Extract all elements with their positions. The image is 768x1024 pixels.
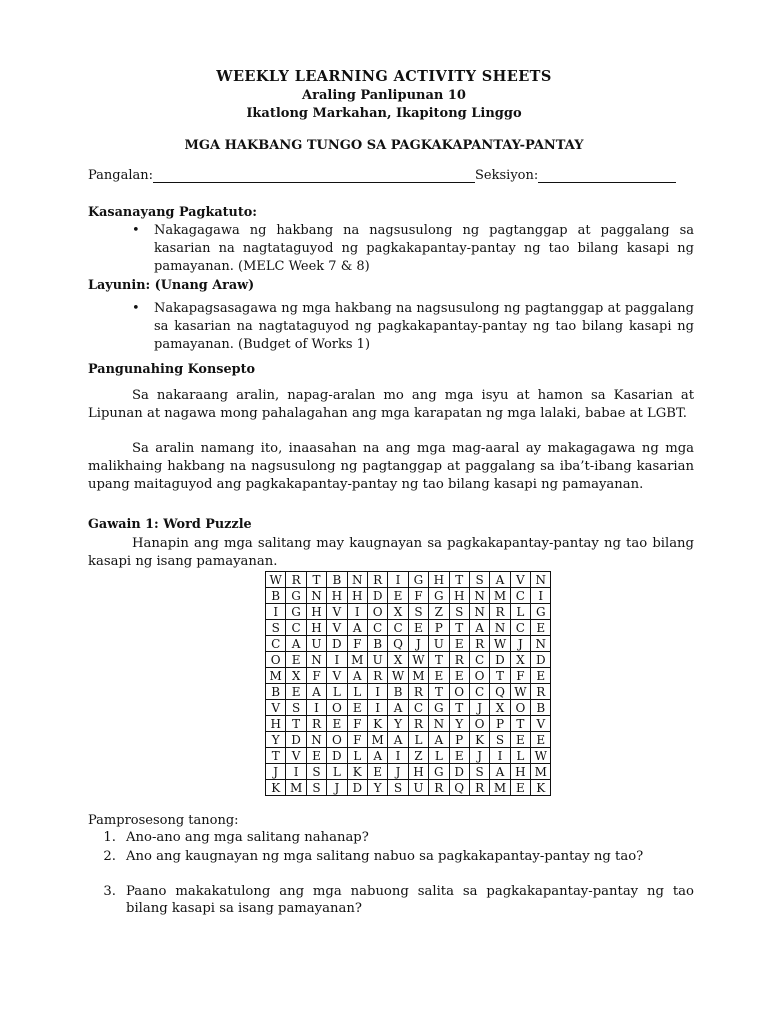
puzzle-cell[interactable]: S xyxy=(469,572,489,588)
puzzle-cell[interactable]: I xyxy=(531,588,551,604)
puzzle-cell[interactable]: E xyxy=(449,668,469,684)
puzzle-cell[interactable]: I xyxy=(347,604,367,620)
puzzle-cell[interactable]: X xyxy=(286,668,306,684)
puzzle-cell[interactable]: C xyxy=(469,652,489,668)
puzzle-cell[interactable]: L xyxy=(408,732,428,748)
puzzle-cell[interactable]: Q xyxy=(490,684,510,700)
puzzle-cell[interactable]: R xyxy=(469,636,489,652)
puzzle-cell[interactable]: J xyxy=(266,764,286,780)
competency-heading: Kasanayang Pagkatuto: xyxy=(88,205,258,220)
puzzle-cell[interactable]: Y xyxy=(388,716,408,732)
puzzle-row xyxy=(266,652,551,668)
puzzle-cell[interactable]: I xyxy=(286,764,306,780)
puzzle-cell[interactable]: X xyxy=(388,652,408,668)
question-number: 2. xyxy=(103,849,116,864)
puzzle-cell[interactable]: R xyxy=(408,684,428,700)
puzzle-cell[interactable]: H xyxy=(429,572,449,588)
puzzle-cell[interactable]: D xyxy=(449,764,469,780)
puzzle-row xyxy=(266,572,551,588)
puzzle-cell[interactable]: N xyxy=(531,636,551,652)
puzzle-cell[interactable]: I xyxy=(388,572,408,588)
puzzle-cell[interactable]: D xyxy=(286,732,306,748)
puzzle-cell[interactable]: F xyxy=(510,668,530,684)
puzzle-cell[interactable]: V xyxy=(327,620,347,636)
concept-paragraph-1: Sa nakaraang aralin, napag-aralan mo ang mga isyu at hamon sa Kasarian at Lipunan at nagawa mong pahalagahan ang mga karapatan ng mga lalaki, babae at LGBT. xyxy=(88,388,694,421)
puzzle-cell[interactable]: W xyxy=(266,572,286,588)
puzzle-cell[interactable]: J xyxy=(469,748,489,764)
question-item xyxy=(88,829,694,846)
topic-title: MGA HAKBANG TUNGO SA PAGKAKAPANTAY-PANTAY xyxy=(184,138,584,153)
puzzle-cell[interactable]: C xyxy=(510,588,530,604)
puzzle-cell[interactable]: A xyxy=(469,620,489,636)
name-blank-line[interactable] xyxy=(153,168,475,183)
puzzle-row xyxy=(266,732,551,748)
puzzle-cell[interactable]: R xyxy=(408,716,428,732)
puzzle-cell[interactable]: L xyxy=(510,748,530,764)
puzzle-cell[interactable]: S xyxy=(490,732,510,748)
puzzle-cell[interactable]: B xyxy=(266,588,286,604)
puzzle-cell[interactable]: I xyxy=(388,748,408,764)
puzzle-cell[interactable]: G xyxy=(429,764,449,780)
puzzle-cell[interactable]: R xyxy=(306,716,326,732)
puzzle-cell[interactable]: O xyxy=(327,732,347,748)
puzzle-cell[interactable]: G xyxy=(429,588,449,604)
puzzle-cell[interactable]: T xyxy=(449,620,469,636)
puzzle-cell[interactable]: Q xyxy=(388,636,408,652)
word-puzzle-grid xyxy=(265,571,551,796)
puzzle-cell[interactable]: D xyxy=(490,652,510,668)
puzzle-row xyxy=(266,700,551,716)
question-text: Ano-ano ang mga salitang nahanap? xyxy=(126,830,369,845)
puzzle-cell[interactable]: E xyxy=(429,668,449,684)
puzzle-cell[interactable]: T xyxy=(490,668,510,684)
puzzle-cell[interactable]: U xyxy=(367,652,387,668)
puzzle-cell[interactable]: D xyxy=(327,748,347,764)
puzzle-cell[interactable]: K xyxy=(469,732,489,748)
question-item xyxy=(88,883,694,917)
puzzle-cell[interactable]: Y xyxy=(367,780,387,796)
puzzle-cell[interactable]: S xyxy=(306,764,326,780)
puzzle-cell[interactable]: W xyxy=(510,684,530,700)
puzzle-cell[interactable]: G xyxy=(286,588,306,604)
activity-instruction: Hanapin ang mga salitang may kaugnayan sa pagkakapantay-pantay ng tao bilang kasapi ng isang pamayanan. xyxy=(88,536,694,569)
puzzle-cell[interactable]: E xyxy=(449,748,469,764)
puzzle-cell[interactable]: I xyxy=(490,748,510,764)
puzzle-cell[interactable]: D xyxy=(327,636,347,652)
puzzle-cell[interactable]: E xyxy=(510,780,530,796)
concept-paragraph-2: Sa aralin namang ito, inaasahan na ang mga mag-aaral ay makagagawa ng mga malikhaing hakbang na nagsusulong ng pagtanggap at paggalang sa iba’t-ibang kasarian upang maitaguyod ang pagkakapantay-pantay ng tao bilang kasapi ng pamayanan. xyxy=(88,441,694,492)
puzzle-cell[interactable]: D xyxy=(531,652,551,668)
competency-bullet xyxy=(88,222,694,276)
puzzle-cell[interactable]: M xyxy=(367,732,387,748)
question-number: 3. xyxy=(103,884,116,899)
puzzle-cell[interactable]: V xyxy=(531,716,551,732)
puzzle-cell[interactable]: F xyxy=(306,668,326,684)
puzzle-cell[interactable]: O xyxy=(469,716,489,732)
puzzle-cell[interactable]: A xyxy=(490,764,510,780)
puzzle-cell[interactable]: O xyxy=(367,604,387,620)
puzzle-cell[interactable]: H xyxy=(408,764,428,780)
puzzle-cell[interactable]: R xyxy=(429,780,449,796)
puzzle-cell[interactable]: L xyxy=(327,764,347,780)
puzzle-cell[interactable]: W xyxy=(388,668,408,684)
puzzle-cell[interactable]: N xyxy=(347,572,367,588)
puzzle-cell[interactable]: E xyxy=(367,764,387,780)
puzzle-cell[interactable]: A xyxy=(388,732,408,748)
puzzle-cell[interactable]: H xyxy=(266,716,286,732)
puzzle-cell[interactable]: J xyxy=(327,780,347,796)
puzzle-cell[interactable]: A xyxy=(347,620,367,636)
puzzle-row xyxy=(266,620,551,636)
puzzle-cell[interactable]: H xyxy=(306,620,326,636)
puzzle-cell[interactable]: O xyxy=(449,684,469,700)
objective-text: Nakapagsasagawa ng mga hakbang na nagsusulong ng pagtanggap at paggalang sa kasarian na nagtataguyod ng pagkakapantay-pantay ng tao bilang kasapi ng pamayanan. (Budget of Works 1) xyxy=(154,301,694,352)
puzzle-cell[interactable]: S xyxy=(286,700,306,716)
puzzle-cell[interactable]: C xyxy=(408,700,428,716)
puzzle-cell[interactable]: M xyxy=(266,668,286,684)
puzzle-row xyxy=(266,604,551,620)
puzzle-cell[interactable]: V xyxy=(266,700,286,716)
puzzle-cell[interactable]: T xyxy=(306,572,326,588)
puzzle-cell[interactable]: U xyxy=(306,636,326,652)
question-number: 1. xyxy=(103,830,116,845)
puzzle-cell[interactable]: H xyxy=(510,764,530,780)
objective-bullet xyxy=(88,300,694,354)
student-info-row xyxy=(88,168,692,183)
puzzle-cell[interactable]: K xyxy=(347,764,367,780)
puzzle-cell[interactable]: Y xyxy=(266,732,286,748)
puzzle-cell[interactable]: H xyxy=(449,588,469,604)
puzzle-row xyxy=(266,636,551,652)
puzzle-cell[interactable]: L xyxy=(327,684,347,700)
question-item xyxy=(88,848,694,865)
puzzle-cell[interactable]: A xyxy=(490,572,510,588)
puzzle-row xyxy=(266,748,551,764)
puzzle-cell[interactable]: E xyxy=(286,652,306,668)
puzzle-cell[interactable]: L xyxy=(429,748,449,764)
puzzle-cell[interactable]: O xyxy=(266,652,286,668)
section-label: Seksiyon: xyxy=(475,168,539,183)
puzzle-cell[interactable]: X xyxy=(388,604,408,620)
puzzle-cell[interactable]: C xyxy=(286,620,306,636)
puzzle-cell[interactable]: X xyxy=(510,652,530,668)
questions-heading: Pamprosesong tanong: xyxy=(88,813,239,828)
puzzle-cell[interactable]: B xyxy=(266,684,286,700)
puzzle-cell[interactable]: E xyxy=(408,620,428,636)
puzzle-cell[interactable]: W xyxy=(531,748,551,764)
puzzle-cell[interactable]: F xyxy=(347,636,367,652)
puzzle-cell[interactable]: E xyxy=(510,732,530,748)
puzzle-cell[interactable]: N xyxy=(306,588,326,604)
puzzle-cell[interactable]: M xyxy=(286,780,306,796)
puzzle-cell[interactable]: G xyxy=(286,604,306,620)
puzzle-cell[interactable]: R xyxy=(490,604,510,620)
puzzle-cell[interactable]: U xyxy=(429,636,449,652)
subject-title: Araling Panlipunan 10 xyxy=(302,88,466,103)
quarter-week: Ikatlong Markahan, Ikapitong Linggo xyxy=(246,106,522,121)
puzzle-cell[interactable]: P xyxy=(490,716,510,732)
section-blank-line[interactable] xyxy=(538,168,676,183)
puzzle-cell[interactable]: O xyxy=(510,700,530,716)
puzzle-cell[interactable]: G xyxy=(408,572,428,588)
concept-heading: Pangunahing Konsepto xyxy=(88,362,256,377)
puzzle-cell[interactable]: S xyxy=(449,604,469,620)
puzzle-cell[interactable]: U xyxy=(408,780,428,796)
puzzle-cell[interactable]: B xyxy=(388,684,408,700)
question-text: Paano makakatulong ang mga nabuong salita sa pagkakapantay-pantay ng tao bilang kasapi sa isang pamayanan? xyxy=(126,884,694,916)
puzzle-cell[interactable]: M xyxy=(531,764,551,780)
objective-heading: Layunin: (Unang Araw) xyxy=(88,278,255,293)
puzzle-cell[interactable]: I xyxy=(266,604,286,620)
puzzle-cell[interactable]: E xyxy=(347,700,367,716)
puzzle-cell[interactable]: T xyxy=(449,700,469,716)
puzzle-cell[interactable]: H xyxy=(306,604,326,620)
puzzle-cell[interactable]: N xyxy=(306,652,326,668)
puzzle-cell[interactable]: B xyxy=(327,572,347,588)
puzzle-cell[interactable]: S xyxy=(306,780,326,796)
puzzle-cell[interactable]: E xyxy=(449,636,469,652)
puzzle-cell[interactable]: I xyxy=(367,700,387,716)
puzzle-cell[interactable]: M xyxy=(490,780,510,796)
puzzle-cell[interactable]: L xyxy=(347,684,367,700)
puzzle-cell[interactable]: L xyxy=(347,748,367,764)
puzzle-cell[interactable]: R xyxy=(367,668,387,684)
activity-heading: Gawain 1: Word Puzzle xyxy=(88,517,252,532)
puzzle-cell[interactable]: G xyxy=(531,604,551,620)
puzzle-cell[interactable]: E xyxy=(388,588,408,604)
puzzle-cell[interactable]: N xyxy=(306,732,326,748)
puzzle-cell[interactable]: W xyxy=(490,636,510,652)
puzzle-cell[interactable]: N xyxy=(469,588,489,604)
puzzle-cell[interactable]: L xyxy=(510,604,530,620)
puzzle-cell[interactable]: R xyxy=(531,684,551,700)
puzzle-cell[interactable]: Z xyxy=(408,748,428,764)
puzzle-cell[interactable]: J xyxy=(388,764,408,780)
puzzle-cell[interactable]: T xyxy=(286,716,306,732)
puzzle-cell[interactable]: F xyxy=(408,588,428,604)
puzzle-cell[interactable]: J xyxy=(408,636,428,652)
puzzle-cell[interactable]: B xyxy=(367,636,387,652)
puzzle-cell[interactable]: P xyxy=(429,620,449,636)
puzzle-cell[interactable]: D xyxy=(347,780,367,796)
puzzle-cell[interactable]: F xyxy=(347,716,367,732)
puzzle-cell[interactable]: K xyxy=(367,716,387,732)
puzzle-cell[interactable]: C xyxy=(510,620,530,636)
puzzle-cell[interactable]: V xyxy=(510,572,530,588)
puzzle-cell[interactable]: R xyxy=(449,652,469,668)
puzzle-cell[interactable]: O xyxy=(327,700,347,716)
puzzle-cell[interactable]: B xyxy=(531,700,551,716)
puzzle-cell[interactable]: A xyxy=(306,684,326,700)
puzzle-cell[interactable]: J xyxy=(469,700,489,716)
puzzle-cell[interactable]: A xyxy=(367,748,387,764)
puzzle-cell[interactable]: Y xyxy=(449,716,469,732)
puzzle-cell[interactable]: T xyxy=(449,572,469,588)
name-label: Pangalan: xyxy=(88,168,154,183)
puzzle-cell[interactable]: E xyxy=(327,716,347,732)
puzzle-cell[interactable]: X xyxy=(490,700,510,716)
puzzle-cell[interactable]: V xyxy=(286,748,306,764)
puzzle-cell[interactable]: N xyxy=(469,604,489,620)
bullet-icon: • xyxy=(132,223,140,238)
puzzle-cell[interactable]: T xyxy=(429,652,449,668)
puzzle-cell[interactable]: J xyxy=(510,636,530,652)
puzzle-row xyxy=(266,588,551,604)
puzzle-cell[interactable]: S xyxy=(408,604,428,620)
competency-text: Nakagagawa ng hakbang na nagsusulong ng pagtanggap at paggalang sa kasarian na nagtataguyod ng pagkakapantay-pantay ng tao bilang kasapi ng pamayanan. (MELC Week 7 & 8) xyxy=(154,223,694,274)
puzzle-cell[interactable]: N xyxy=(531,572,551,588)
puzzle-cell[interactable]: E xyxy=(286,684,306,700)
puzzle-cell[interactable]: E xyxy=(531,668,551,684)
puzzle-cell[interactable]: Q xyxy=(449,780,469,796)
puzzle-cell[interactable]: K xyxy=(531,780,551,796)
puzzle-cell[interactable]: N xyxy=(429,716,449,732)
puzzle-cell[interactable]: A xyxy=(347,668,367,684)
puzzle-cell[interactable]: T xyxy=(266,748,286,764)
puzzle-cell[interactable]: G xyxy=(429,700,449,716)
puzzle-cell[interactable]: T xyxy=(429,684,449,700)
puzzle-cell[interactable]: C xyxy=(469,684,489,700)
puzzle-row xyxy=(266,780,551,796)
puzzle-cell[interactable]: C xyxy=(388,620,408,636)
puzzle-cell[interactable]: R xyxy=(469,780,489,796)
puzzle-cell[interactable]: S xyxy=(469,764,489,780)
puzzle-cell[interactable]: I xyxy=(367,684,387,700)
puzzle-cell[interactable]: A xyxy=(388,700,408,716)
puzzle-cell[interactable]: O xyxy=(469,668,489,684)
puzzle-cell[interactable]: T xyxy=(510,716,530,732)
puzzle-cell[interactable]: P xyxy=(449,732,469,748)
question-text: Ano ang kaugnayan ng mga salitang nabuo sa pagkakapantay-pantay ng tao? xyxy=(126,849,644,864)
puzzle-cell[interactable]: D xyxy=(367,588,387,604)
puzzle-cell[interactable]: R xyxy=(367,572,387,588)
puzzle-cell[interactable]: N xyxy=(490,620,510,636)
bullet-icon: • xyxy=(132,301,140,316)
puzzle-cell[interactable]: M xyxy=(490,588,510,604)
puzzle-cell[interactable]: V xyxy=(327,604,347,620)
puzzle-row xyxy=(266,684,551,700)
puzzle-cell[interactable]: V xyxy=(327,668,347,684)
puzzle-cell[interactable]: R xyxy=(286,572,306,588)
puzzle-row xyxy=(266,668,551,684)
puzzle-cell[interactable]: I xyxy=(306,700,326,716)
puzzle-cell[interactable]: A xyxy=(429,732,449,748)
puzzle-cell[interactable]: S xyxy=(266,620,286,636)
puzzle-cell[interactable]: I xyxy=(327,652,347,668)
puzzle-cell[interactable]: H xyxy=(327,588,347,604)
puzzle-cell[interactable]: Z xyxy=(429,604,449,620)
puzzle-cell[interactable]: W xyxy=(408,652,428,668)
puzzle-cell[interactable]: K xyxy=(266,780,286,796)
puzzle-cell[interactable]: C xyxy=(266,636,286,652)
puzzle-row xyxy=(266,764,551,780)
puzzle-cell[interactable]: E xyxy=(531,732,551,748)
puzzle-cell[interactable]: E xyxy=(306,748,326,764)
puzzle-cell[interactable]: F xyxy=(347,732,367,748)
puzzle-cell[interactable]: M xyxy=(347,652,367,668)
puzzle-cell[interactable]: H xyxy=(347,588,367,604)
puzzle-row xyxy=(266,716,551,732)
puzzle-cell[interactable]: M xyxy=(408,668,428,684)
puzzle-cell[interactable]: C xyxy=(367,620,387,636)
puzzle-cell[interactable]: S xyxy=(388,780,408,796)
worksheet-title: WEEKLY LEARNING ACTIVITY SHEETS xyxy=(216,68,552,85)
puzzle-cell[interactable]: E xyxy=(531,620,551,636)
puzzle-cell[interactable]: A xyxy=(286,636,306,652)
